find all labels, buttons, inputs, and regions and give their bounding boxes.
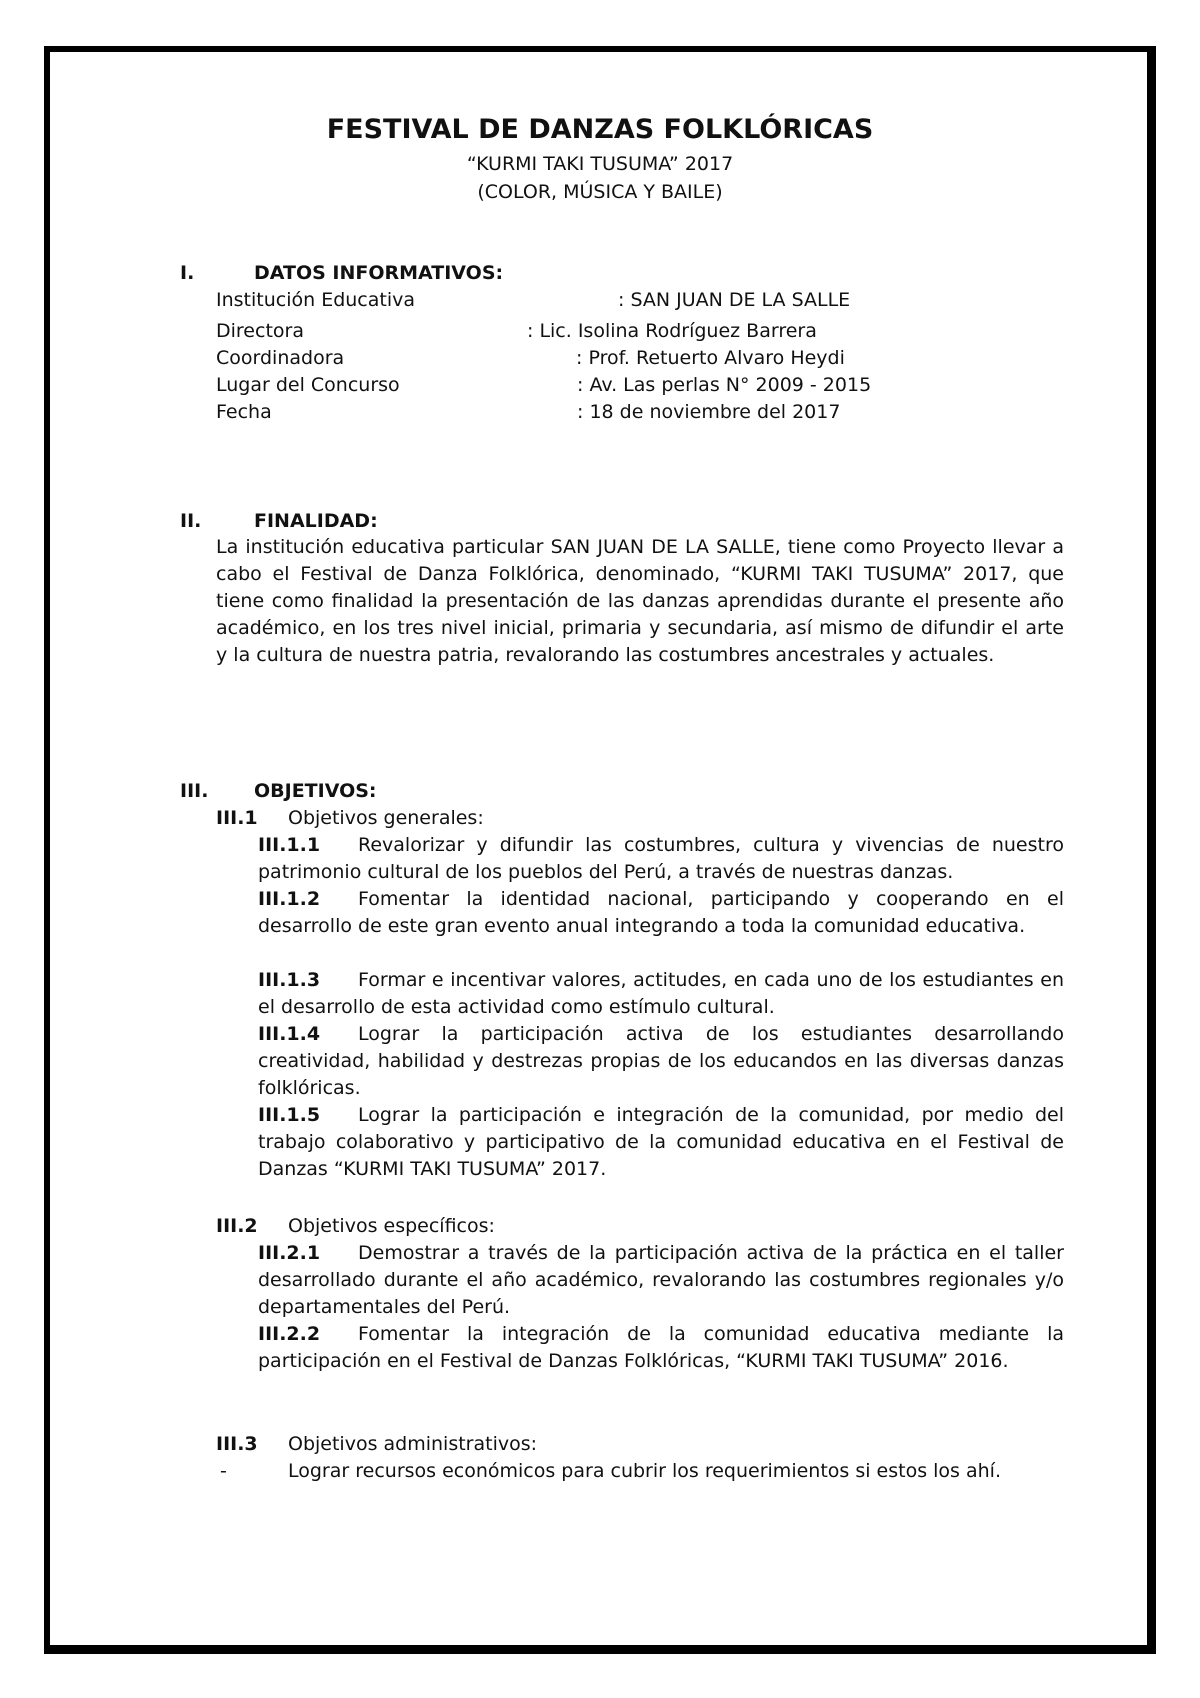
objective-item (258, 886, 1064, 940)
objective-item (258, 1321, 1064, 1375)
objective-text: Demostrar a través de la participación activa de la práctica en el taller desarrollado durante el año académico, revalorando las costumbres regionales y/o departamentales del Perú. (258, 1242, 1064, 1318)
document-tagline: (COLOR, MÚSICA Y BAILE) (477, 181, 723, 203)
subsection-specific-number: III.2 (216, 1215, 258, 1237)
section-1-heading: DATOS INFORMATIVOS: (254, 262, 504, 284)
objective-item (258, 1240, 1064, 1321)
objective-number: III.2.2 (258, 1323, 321, 1345)
info-label-coordinator: Coordinadora (216, 347, 345, 369)
objective-number: III.1.5 (258, 1104, 321, 1126)
document-subtitle: “KURMI TAKI TUSUMA” 2017 (466, 153, 734, 175)
subsection-specific-label: Objetivos específicos: (288, 1215, 495, 1237)
section-2-number: II. (180, 510, 202, 532)
objective-number: III.1.4 (258, 1023, 321, 1045)
finality-paragraph: La institución educativa particular SAN JUAN DE LA SALLE, tiene como Proyecto llevar a cabo el Festival de Danza Folklórica, denominado, “KURMI TAKI TUSUMA” 2017, que tiene como finalidad la presentación de las danzas aprendidas durante el presente año académico, en los tres nivel inicial, primaria y secundaria, así mismo de difundir el arte y la cultura de nuestra patria, revalorando las costumbres ancestrales y actuales. (216, 536, 1064, 666)
administrative-item: Lograr recursos económicos para cubrir los requerimientos si estos los ahí. (288, 1460, 1002, 1482)
objective-item (258, 967, 1064, 1021)
subsection-administrative-number: III.3 (216, 1433, 258, 1455)
objective-text: Revalorizar y difundir las costumbres, cultura y vivencias de nuestro patrimonio cultural de los pueblos del Perú, a través de nuestras danzas. (258, 834, 1064, 883)
objective-text: Formar e incentivar valores, actitudes, en cada uno de los estudiantes en el desarrollo de esta actividad como estímulo cultural. (258, 969, 1064, 1018)
info-value-director: : Lic. Isolina Rodríguez Barrera (527, 320, 817, 342)
objective-text: Fomentar la identidad nacional, participando y cooperando en el desarrollo de este gran evento anual integrando a toda la comunidad educativa. (258, 888, 1064, 937)
document-title: FESTIVAL DE DANZAS FOLKLÓRICAS (326, 114, 874, 145)
info-value-institution: : SAN JUAN DE LA SALLE (618, 289, 851, 311)
info-value-date: : 18 de noviembre del 2017 (577, 401, 841, 423)
section-3-number: III. (180, 780, 209, 802)
objective-number: III.1.1 (258, 834, 321, 856)
subsection-administrative-label: Objetivos administrativos: (288, 1433, 538, 1455)
objective-item (258, 1021, 1064, 1102)
objective-number: III.1.3 (258, 969, 321, 991)
info-label-date: Fecha (216, 401, 272, 423)
info-label-location: Lugar del Concurso (216, 374, 400, 396)
info-label-institution: Institución Educativa (216, 289, 416, 311)
objective-text: Lograr la participación e integración de la comunidad, por medio del trabajo colaborativo y participativo de la comunidad educativa en el Festival de Danzas “KURMI TAKI TUSUMA” 2017. (258, 1104, 1064, 1180)
objective-item (258, 832, 1064, 886)
section-3-heading: OBJETIVOS: (254, 780, 377, 802)
bullet-dash: - (220, 1460, 227, 1482)
info-value-coordinator: : Prof. Retuerto Alvaro Heydi (576, 347, 845, 369)
section-2-heading: FINALIDAD: (254, 510, 378, 532)
objective-number: III.2.1 (258, 1242, 321, 1264)
objective-number: III.1.2 (258, 888, 321, 910)
objective-text: Fomentar la integración de la comunidad educativa mediante la participación en el Festival de Danzas Folklóricas, “KURMI TAKI TUSUMA” 2016. (258, 1323, 1064, 1372)
objective-text: Lograr la participación activa de los estudiantes desarrollando creatividad, habilidad y destrezas propias de los educandos en las diversas danzas folklóricas. (258, 1023, 1064, 1099)
subsection-general-label: Objetivos generales: (288, 807, 484, 829)
objective-item (258, 1102, 1064, 1183)
subsection-general-number: III.1 (216, 807, 258, 829)
info-label-director: Directora (216, 320, 304, 342)
section-1-number: I. (180, 262, 195, 284)
info-value-location: : Av. Las perlas N° 2009 - 2015 (577, 374, 872, 396)
